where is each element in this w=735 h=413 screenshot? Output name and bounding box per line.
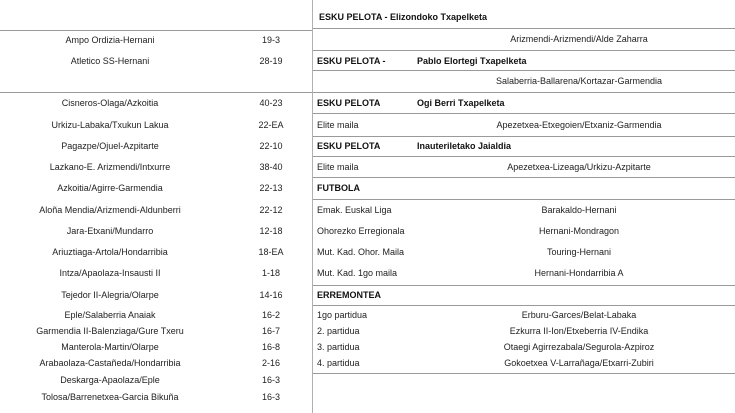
match-teams: Cisneros-Olaga/Azkoitia bbox=[61, 98, 159, 108]
result-row bbox=[0, 288, 312, 302]
match-teams: Deskarga-Apaolaza/Eple bbox=[60, 375, 160, 385]
fixture-category: Ohorezko Erregionala bbox=[317, 226, 405, 236]
match-teams: Tejedor II-Alegria/Olarpe bbox=[61, 290, 159, 300]
fixture-teams: Gokoetxea V-Larrañaga/Etxarri-Zubiri bbox=[504, 358, 654, 368]
result-row bbox=[0, 356, 312, 370]
match-teams: Manterola-Martin/Olarpe bbox=[61, 342, 159, 352]
section-heading: ESKU PELOTA - bbox=[317, 56, 386, 66]
result-row bbox=[0, 245, 312, 259]
match-teams: Ariuztiaga-Artola/Hondarribia bbox=[52, 247, 168, 257]
fixture-row bbox=[313, 203, 735, 217]
match-teams: Urkizu-Labaka/Txukun Lakua bbox=[51, 120, 169, 130]
result-row bbox=[0, 181, 312, 195]
result-row bbox=[0, 96, 312, 110]
fixture-teams: Salaberria-Ballarena/Kortazar-Garmendia bbox=[495, 76, 663, 86]
match-teams: Jara-Etxani/Mundarro bbox=[66, 226, 154, 236]
fixture-teams: Touring-Hernani bbox=[546, 247, 612, 257]
divider-line bbox=[313, 92, 735, 93]
match-score: 12-18 bbox=[259, 226, 283, 236]
fixture-row bbox=[313, 324, 735, 338]
result-row bbox=[0, 308, 312, 322]
match-score: 19-3 bbox=[261, 35, 280, 45]
fixture-category: 3. partidua bbox=[317, 342, 360, 352]
fixture-row bbox=[313, 356, 735, 370]
match-score: 16-2 bbox=[261, 310, 280, 320]
match-teams: Atletico SS-Hernani bbox=[70, 56, 150, 66]
match-score: 38-40 bbox=[259, 162, 283, 172]
fixture-category: Emak. Euskal Liga bbox=[317, 205, 392, 215]
divider-line bbox=[313, 177, 735, 178]
section-heading: ESKU PELOTA bbox=[317, 141, 381, 151]
match-score: 22-EA bbox=[258, 120, 284, 130]
match-score: 16-3 bbox=[261, 375, 280, 385]
section-subheading: Ogi Berri Txapelketa bbox=[417, 98, 505, 108]
match-score: 14-16 bbox=[259, 290, 283, 300]
fixture-category: 4. partidua bbox=[317, 358, 360, 368]
fixture-category: Mut. Kad. Ohor. Maila bbox=[317, 247, 405, 257]
divider-line bbox=[313, 28, 735, 29]
divider-line bbox=[0, 92, 312, 93]
section-subheading: Pablo Elortegi Txapelketa bbox=[417, 56, 527, 66]
result-row bbox=[0, 266, 312, 280]
fixture-row bbox=[313, 74, 735, 88]
match-score: 22-13 bbox=[259, 183, 283, 193]
match-score: 40-23 bbox=[259, 98, 283, 108]
match-score: 22-12 bbox=[259, 205, 283, 215]
match-score: 16-3 bbox=[261, 392, 280, 402]
fixture-row bbox=[313, 245, 735, 259]
match-teams: Tolosa/Barrenetxea-Garcia Bikuña bbox=[41, 392, 179, 402]
fixture-teams: Apezetxea-Lizeaga/Urkizu-Azpitarte bbox=[507, 162, 651, 172]
match-teams: Lazkano-E. Arizmendi/Intxurre bbox=[49, 162, 171, 172]
fixture-row bbox=[313, 160, 735, 174]
fixture-teams: Hernani-Mondragon bbox=[538, 226, 620, 236]
result-row bbox=[0, 54, 312, 68]
section-heading: FUTBOLA bbox=[317, 183, 360, 193]
fixture-row bbox=[313, 32, 735, 46]
fixture-category: Elite maila bbox=[317, 162, 359, 172]
match-teams: Garmendia II-Balenziaga/Gure Txeru bbox=[36, 326, 184, 336]
divider-line bbox=[313, 305, 735, 306]
divider-line bbox=[313, 136, 735, 137]
fixture-category: Mut. Kad. 1go maila bbox=[317, 268, 398, 278]
fixture-teams: Hernani-Hondarribia A bbox=[534, 268, 624, 278]
fixture-category: Elite maila bbox=[317, 120, 359, 130]
section-heading: ESKU PELOTA bbox=[317, 98, 381, 108]
divider-line bbox=[313, 199, 735, 200]
divider-line bbox=[313, 50, 735, 51]
result-row bbox=[0, 203, 312, 217]
section-heading: ESKU PELOTA - Elizondoko Txapelketa bbox=[319, 12, 488, 22]
match-teams: Pagazpe/Ojuel-Azpitarte bbox=[61, 141, 159, 151]
fixture-row bbox=[313, 308, 735, 322]
match-score: 1-18 bbox=[261, 268, 280, 278]
match-score: 18-EA bbox=[258, 247, 284, 257]
match-teams: Eple/Salaberria Anaiak bbox=[64, 310, 156, 320]
section-subheading: Inauteriletako Jaialdia bbox=[417, 141, 512, 151]
result-row bbox=[0, 139, 312, 153]
fixture-row bbox=[313, 340, 735, 354]
fixture-row bbox=[313, 224, 735, 238]
fixture-row bbox=[313, 118, 735, 132]
match-score: 16-8 bbox=[261, 342, 280, 352]
match-teams: Ampo Ordizia-Hernani bbox=[65, 35, 155, 45]
divider-line bbox=[0, 30, 312, 31]
result-row bbox=[0, 33, 312, 47]
match-teams: Azkoitia/Agirre-Garmendia bbox=[57, 183, 163, 193]
divider-line bbox=[313, 285, 735, 286]
divider-line bbox=[313, 113, 735, 114]
fixture-teams: Apezetxea-Etxegoien/Etxaniz-Garmendia bbox=[496, 120, 662, 130]
fixture-row bbox=[313, 266, 735, 280]
match-score: 22-10 bbox=[259, 141, 283, 151]
match-score: 16-7 bbox=[261, 326, 280, 336]
match-score: 28-19 bbox=[259, 56, 283, 66]
fixture-category: 2. partidua bbox=[317, 326, 360, 336]
fixture-teams: Barakaldo-Hernani bbox=[541, 205, 617, 215]
fixture-teams: Otaegi Agirrezabala/Segurola-Azpiroz bbox=[503, 342, 655, 352]
match-score: 2-16 bbox=[261, 358, 280, 368]
fixture-teams: Erburu-Garces/Belat-Labaka bbox=[521, 310, 637, 320]
result-row bbox=[0, 390, 312, 404]
match-teams: Arabaolaza-Castañeda/Hondarribia bbox=[39, 358, 181, 368]
result-row bbox=[0, 324, 312, 338]
fixture-teams: Ezkurra II-Ion/Etxeberria IV-Endika bbox=[509, 326, 649, 336]
result-row bbox=[0, 160, 312, 174]
divider-line bbox=[313, 156, 735, 157]
fixture-category: 1go partidua bbox=[317, 310, 368, 320]
fixtures-column bbox=[312, 0, 735, 413]
fixture-teams: Arizmendi-Arizmendi/Alde Zaharra bbox=[510, 34, 648, 44]
divider-line bbox=[313, 373, 735, 374]
result-row bbox=[0, 118, 312, 132]
result-row bbox=[0, 373, 312, 387]
result-row bbox=[0, 224, 312, 238]
match-results-column bbox=[0, 0, 312, 413]
divider-line bbox=[313, 70, 735, 71]
section-heading: ERREMONTEA bbox=[317, 290, 382, 300]
match-teams: Intza/Apaolaza-Insausti II bbox=[59, 268, 161, 278]
match-teams: Aloña Mendia/Arizmendi-Aldunberri bbox=[39, 205, 181, 215]
result-row bbox=[0, 340, 312, 354]
